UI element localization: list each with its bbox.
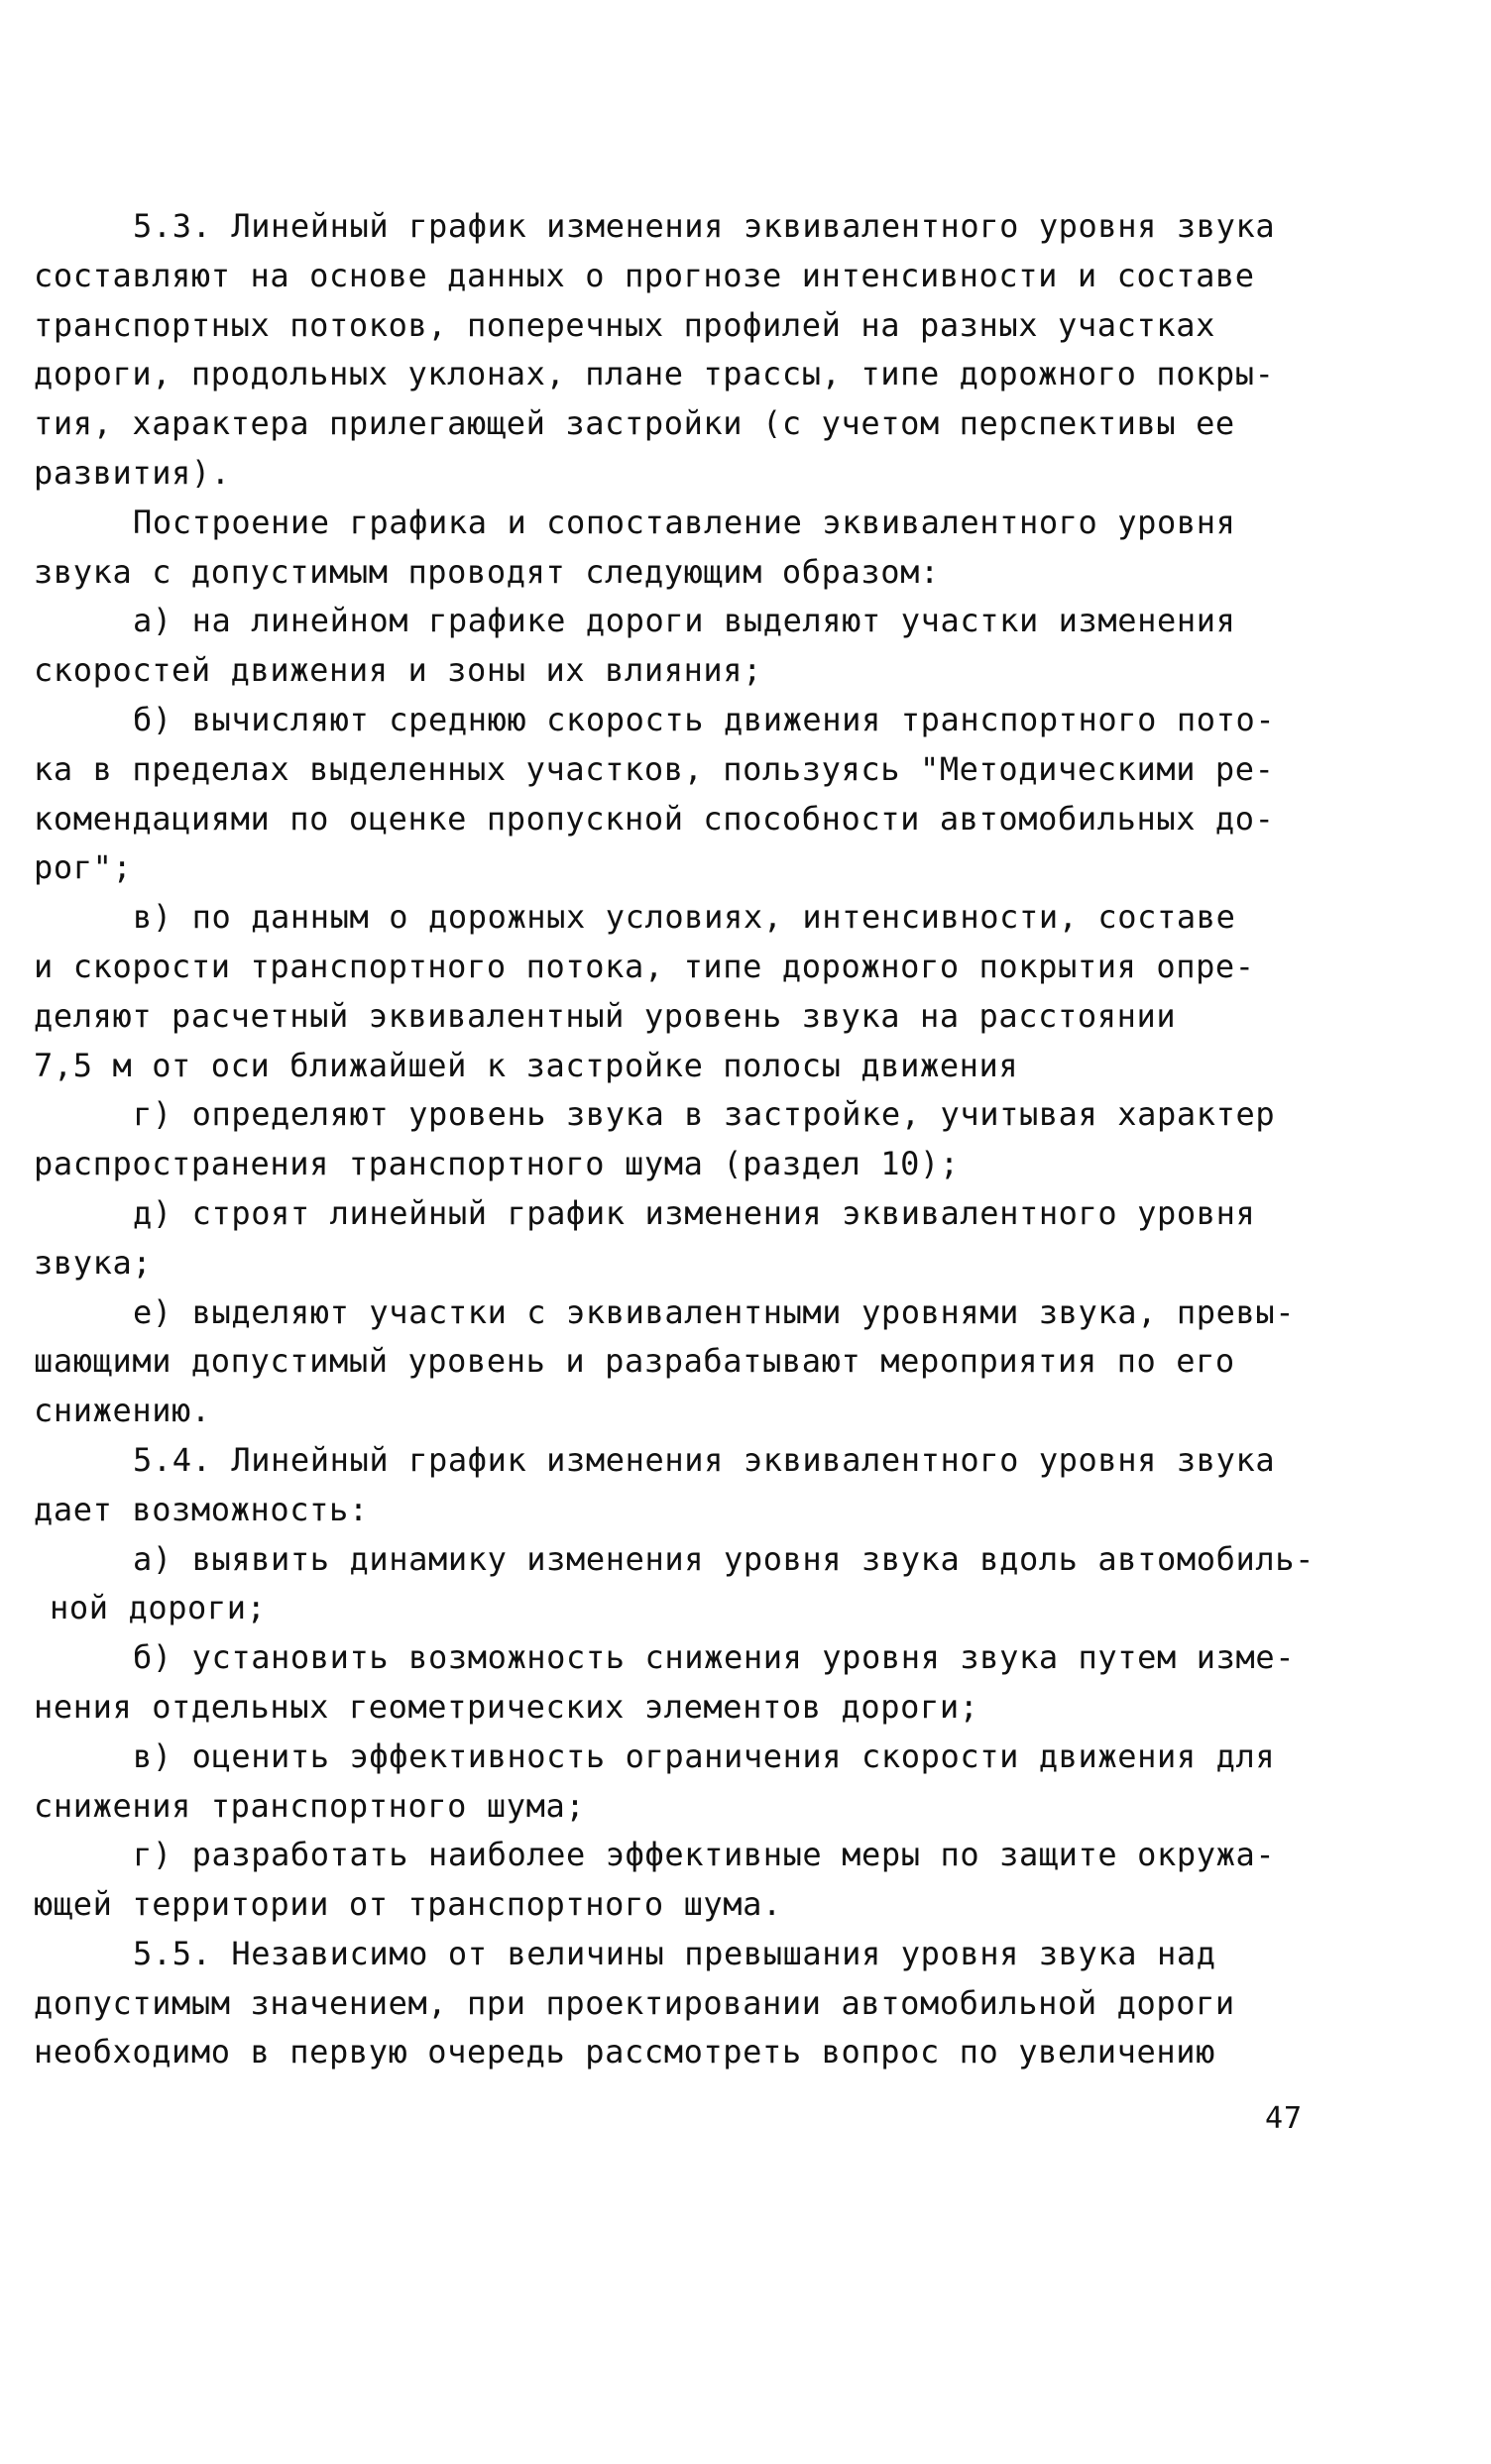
text-line: распространения транспортного шума (раздел 10); [34, 1145, 960, 1183]
text-line: дороги, продольных уклонах, плане трассы, типе дорожного покры- [34, 355, 1275, 393]
text-line: развития). [34, 453, 231, 492]
text-line: составляют на основе данных о прогнозе интенсивности и составе [34, 256, 1255, 294]
text-line: звука; [34, 1243, 153, 1282]
text-line: ющей территории от транспортного шума. [34, 1885, 782, 1924]
text-line: шающими допустимый уровень и разрабатывают мероприятия по его [34, 1342, 1235, 1381]
text-line: а) на линейном графике дороги выделяют участки изменения [133, 602, 1236, 640]
text-line: допустимым значением, при проектировании автомобильной дороги [34, 1983, 1235, 2022]
text-line: б) вычисляют среднюю скорость движения транспортного пото- [133, 700, 1276, 738]
text-line: тия, характера прилегающей застройки (с учетом перспективы ее [34, 404, 1235, 443]
text-line: а) выявить динамику изменения уровня звука вдоль автомобиль- [133, 1539, 1315, 1578]
text-line: г) определяют уровень звука в застройке, учитывая характер [133, 1095, 1276, 1134]
text-line: комендациями по оценке пропускной способности автомобильных до- [34, 799, 1275, 838]
text-line: ной дороги; [50, 1589, 267, 1627]
text-line: необходимо в первую очередь рассмотреть вопрос по увеличению [34, 2033, 1215, 2072]
text-line: д) строят линейный график изменения эквивалентного уровня [133, 1193, 1256, 1232]
text-line: в) оценить эффективность ограничения скорости движения для [133, 1736, 1276, 1775]
text-line: 5.5. Независимо от величины превышания уровня звука над [133, 1934, 1216, 1972]
text-line: дает возможность: [34, 1490, 369, 1528]
text-line: транспортных потоков, поперечных профилей на разных участках [34, 305, 1215, 344]
text-line: ка в пределах выделенных участков, пользуясь "Методическими ре- [34, 749, 1275, 788]
text-line: нения отдельных геометрических элементов дороги; [34, 1687, 979, 1726]
document-body [34, 202, 1352, 2077]
page-number: 47 [1265, 2101, 1304, 2136]
text-line: рог"; [34, 848, 133, 887]
text-line: в) по данным о дорожных условиях, интенсивности, составе [133, 898, 1236, 937]
text-line: и скорости транспортного потока, типе дорожного покрытия опре- [34, 947, 1255, 985]
text-line: 5.4. Линейный график изменения эквивалентного уровня звука [133, 1440, 1276, 1479]
text-line: звука с допустимым проводят следующим образом: [34, 552, 940, 591]
text-line: б) установить возможность снижения уровня звука путем изме- [133, 1638, 1296, 1677]
text-line: Построение графика и сопоставление эквивалентного уровня [133, 503, 1236, 541]
text-line: деляют расчетный эквивалентный уровень звука на расстоянии [34, 996, 1177, 1035]
text-line: снижению. [34, 1392, 211, 1430]
text-line: снижения транспортного шума; [34, 1786, 586, 1825]
text-line: е) выделяют участки с эквивалентными уровнями звука, превы- [133, 1292, 1296, 1331]
text-line: скоростей движения и зоны их влияния; [34, 651, 763, 690]
text-line: 7,5 м от оси ближайшей к застройке полосы движения [34, 1046, 1019, 1084]
text-line: г) разработать наиболее эффективные меры по защите окружа- [133, 1836, 1276, 1874]
text-line: 5.3. Линейный график изменения эквивалентного уровня звука [133, 207, 1276, 245]
